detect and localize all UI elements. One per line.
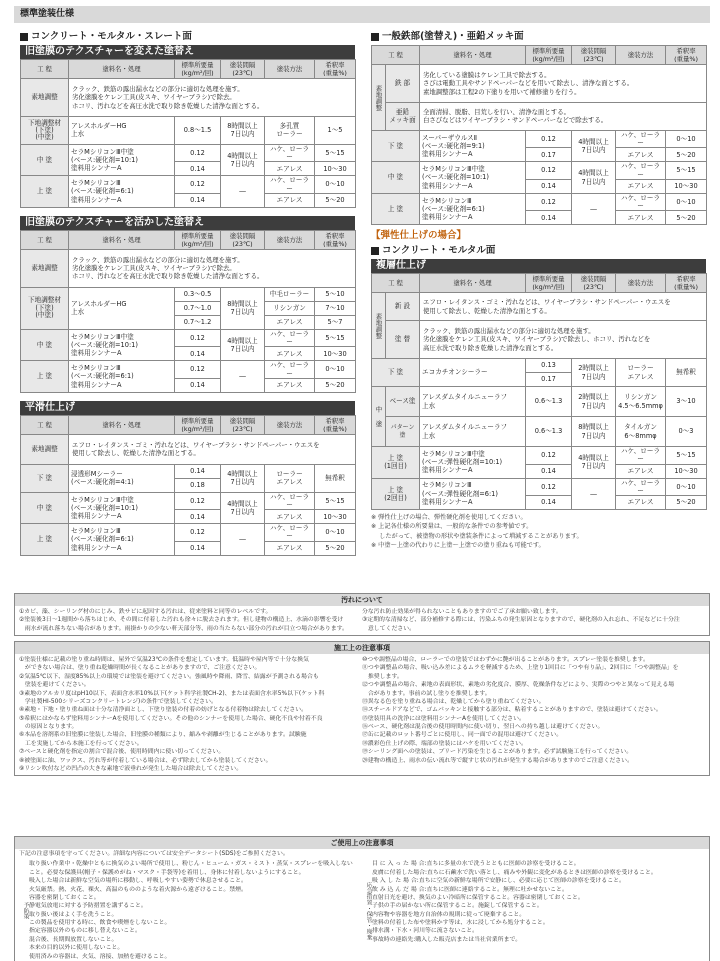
table-row: 中 塗 セラMシリコンⅢ中塗 (ベース:硬化剤=10:1) 塗料用シンナーA 0.12 4時間以上 7日以内 ハケ、ローラー 5～15 <box>21 492 356 509</box>
table-row: 0.18 <box>21 478 356 492</box>
table-row: 亜鉛 メッキ面 全面清掃、脱脂、目荒しを行い、清浄な面とする。 白さびなどはワイヤーブラシ・サンドペーパーなどで除去する。 <box>372 102 707 130</box>
band-texture-keep: 旧塗膜のテクスチャーを活かした塗替え <box>20 216 355 230</box>
header-amount: 標準所要量 (kg/m²/回) <box>175 59 221 78</box>
table-row: 下地調整材 (下塗) (中塗) アレスホルダーHG 上水 0.3～0.5 8時間以上 7日以内 中毛ローラー 5～10 <box>21 287 356 301</box>
spec-table-elastic <box>371 273 707 510</box>
table-row: パターン塗 アレスダムタイルニューラフ 上水 0.6～1.3 8時間以上 7日以内 タイルガン 6～8mmφ 0～3 <box>372 417 707 447</box>
section-title-elastic: コンクリート・モルタル面 <box>371 245 706 257</box>
construction-title: 施工上の注意事項 <box>15 642 709 654</box>
table-header-row: 工 程 塗料名・処理 標準所要量 (kg/m²/回) 塗装間隔 (23℃) 塗装方法 希釈率 (重量%) <box>372 274 707 293</box>
table-row: 0.14 エアレス 10～30 <box>21 162 356 176</box>
page-title-bar <box>14 6 710 23</box>
page-title: 標準塗装仕様 <box>20 8 75 19</box>
square-bullet-icon <box>371 33 379 41</box>
right-column <box>371 28 706 550</box>
handling-right-label: 応急措置・保管・廃棄 <box>365 881 371 940</box>
table-row: 上 塗 セラMシリコンⅢ (ベース:硬化剤=6:1) 塗料用シンナーA 0.12 ― ハケ、ローラー 0～10 <box>21 524 356 541</box>
table-row: 0.14 エアレス 5～20 <box>21 193 356 207</box>
table-row: 0.7～1.0 リシンガン 7～10 <box>21 301 356 315</box>
table-row: 上 塗 セラMシリコンⅢ (ベース:硬化剤=6:1) 塗料用シンナーA 0.12 ― ハケ、ローラー 0～10 <box>21 176 356 193</box>
construction-notes-box <box>14 641 710 776</box>
handling-notes-box <box>14 836 710 961</box>
construction-right: ⑩つや調整品の場合、ローラーでの塗装ではわずかに艶が出ることがあります。スプレー塗装を推奨します。 ⑪つや調整品の場合、吸い込み差によるムラを軽減するため、上塗り1回目に「つや有り品」、2回目に「つや調整品」を 推奨します。 ⑫つや調整品の場合、素地の表面形状、素地の劣化度合、膜厚、乾燥条件などにより、実際のつやと異なって見える場 合があります。事前の試し塗りを推奨します。 ⑬異なる色を塗り重ねる場合は、乾燥してから塗り重ねてください。 ⑭スチールドアなどで、ゴムパッキンと接触する部分は、粘着することがありますので、塗装は避けてください。 ⑮塗装用具の洗浄には塗料用シンナーAを使用してください。 ⑯ベース、硬化剤は混合後の使用時間内に使い切り、翌日への持ち越しは避けてください。 ⑰缶に記載のロット番号ごとに使用し、同一面での混用は避けてください。 ⑱濃彩色仕上げの際、端部の塗装にはハケを用いてください。 ⑲シーリング面への塗装は、ブリード汚染を生じることがあります。必ず試験施工を行ってください。 ⑳建物の構造上、雨水の伝い流れ等で縦すじ状の汚れが発生する場合がありますのでご注意ください。 <box>362 657 679 764</box>
square-bullet-icon <box>371 247 379 255</box>
table-row: 0.14 エアレス 5～20 <box>21 378 356 392</box>
table-header-row: 工 程 塗料名・処理 標準所要量 (kg/m²/回) 塗装間隔 (23℃) 塗装方法 希釈率 (重量%) <box>21 230 356 249</box>
table-row: 0.14 エアレス 5～20 <box>372 211 707 225</box>
table-row: 0.14 エアレス 10～30 <box>372 179 707 193</box>
handling-left-label: 予防策 <box>22 901 28 920</box>
table-row: 0.17 <box>372 373 707 387</box>
stain-notes-box <box>14 593 710 636</box>
table-header-row: 工 程 塗料名・処理 標準所要量 (kg/m²/回) 塗装間隔 (23℃) 塗装方法 希釈率 (重量%) <box>372 45 707 64</box>
table-row: 0.14 エアレス 5～20 <box>372 495 707 509</box>
table-row: 下 塗 スーパーザウルスⅡ (ベース:硬化剤=9:1) 塗料用シンナーA 0.12 4時間以上 7日以内 ハケ、ローラー 0～10 <box>372 130 707 147</box>
square-bullet-icon <box>20 33 28 41</box>
table-row: 0.14 エアレス 10～30 <box>372 464 707 478</box>
table-row: 0.14 エアレス 10～30 <box>21 510 356 524</box>
spec-table-texture-change <box>20 59 356 208</box>
table-row: 素地調整 クラック、鉄筋の露出漏水などの部分に適切な処理を施す。 劣化塗膜をケレン工具(皮スキ、ワイヤーブラシ)で除去。 ホコリ、汚れなどを高圧水洗で取り除き乾燥した清浄な面とする。 <box>21 78 356 116</box>
table-row: 中 塗 セラMシリコンⅢ中塗 (ベース:硬化剤=10:1) 塗料用シンナーA 0.12 4時間以上 7日以内 ハケ、ローラー 5～15 <box>21 329 356 346</box>
stain-right: 分な汚れ防止効果が得られないこともありますのでご了承お願い致します。 ③定期的な清掃など、部分補修する際には、汚染ふちの発生原因となりますので、硬化剤の入れ忘れ、不足などに十分注 意してください。 <box>362 609 680 632</box>
table-row: 0.14 エアレス 5～20 <box>21 541 356 555</box>
elastic-title: 【弾性仕上げの場合】 <box>371 230 467 242</box>
table-header-row: 工 程 塗料名・処理 標準所要量 (kg/m²/回) 塗装間隔 (23℃) 塗装方法 希釈率 (重量%) <box>21 415 356 434</box>
table-row: 0.14 エアレス 10～30 <box>21 347 356 361</box>
band-smooth: 平滑仕上げ <box>20 401 355 415</box>
stain-left: ①カビ、藻、シーリング材のにじみ、鉄サビに起因する汚れは、従来塗料と同等のレベルです。 ②塗装後3日～1週間から落ちはじめ、その間に付着した汚れも徐々に脱去されます。但し建物の構造上、水滴の影響を受け 雨水が流れ落ちない場合があります。雨掛かりの少ない軒天部分等、雨の当たらない部分の汚れが目立つ場合があります。 <box>19 609 348 632</box>
table-row: 0.17 エアレス 5～20 <box>372 148 707 162</box>
table-row: 塗 替 クラック、鉄筋の露出漏水などの部分に適切な処理を施す。 劣化塗膜をケレン工具(皮スキ、ワイヤーブラシ)で除去し、ホコリ、汚れなどを 高圧水洗で取り除き乾燥した清浄な面とする。 <box>372 321 707 359</box>
table-row: 素地調整 鉄 部 劣化している塗膜はケレン工具で除去する。 さびは電動工具やサンドペーパーなどを用いて除去し、清浄な面とする。 素地調整部は工程2の下塗りを用いて補修塗りを行う。 <box>372 64 707 102</box>
band-multilayer: 複層仕上げ <box>371 259 706 273</box>
table-row: 素地調整 クラック、鉄筋の露出漏水などの部分に適切な処理を施す。 劣化塗膜をケレン工具(皮スキ、ワイヤーブラシ)で除去。 ホコリ、汚れなどを高圧水洗で取り除き乾燥した清浄な面とする。 <box>21 249 356 287</box>
band-texture-change: 旧塗膜のテクスチャーを変えた塗替え <box>20 45 355 59</box>
table-row: 上 塗 セラMシリコンⅢ (ベース:硬化剤=6:1) 塗料用シンナーA 0.12 ― ハケ、ローラー 0～10 <box>21 361 356 378</box>
table-row: 上 塗 (2回目) セラMシリコンⅢ (ベース:弾性硬化剤=6:1) 塗料用シンナーA 0.12 ― ハケ、ローラー 0～10 <box>372 478 707 495</box>
handling-left: 取り扱い作業中・乾燥中ともに換気のよい場所で使用し、粉じん・ヒューム・ガス・ミスト・蒸気・スプレーを吸入しない こと。必要な保護具(帽子・保護めがね・マスク・手袋等)を着用し、身体に付着しないようにすること。 吸入した場合は新鮮な空気の場所に移動し、呼吸しやすい姿勢で休息させること。 火気厳禁。熱、火花、裸火、高温のもののような着火源から遠ざけること。禁煙。 容器を密閉しておくこと。 静電気放電に対する予防措置を講ずること。 取り扱い後はよく手を洗うこと。 この製品を使用する時に、飲食や喫煙をしないこと。 指定容器以外のものに移し替えないこと。 混合後、長期間放置しないこと。 本来の目的以外に使用しないこと。 使用済みの容器は、火気、溶接、加熱を避けること。 <box>29 861 353 960</box>
left-column <box>20 28 355 556</box>
header-interval: 塗装間隔 (23℃) <box>221 59 265 78</box>
table-header-row: 工 程 塗料名・処理 標準所要量 (kg/m²/回) 塗装間隔 (23℃) 塗装方法 希釈率 (重量%) <box>21 59 356 78</box>
elastic-notes: ※ 弾性仕上げの場合、弾性硬化剤を使用してください。 ※ 上記各仕様の所要量は、一般的な条件での参考値です。 したがって、被塗物の形状や塗装条件によって増減することがあります。 ※ 中塗～上塗の代わりに上塗～上塗での塗り重ねも可能です。 <box>371 513 583 549</box>
construction-left: ①塗装仕様に記載の塗り重ね時間は、屋外で気温23℃の条件を想定しています。低温時や屋内等で十分な換気 ができない場合は、塗り重ね乾燥時間が長くなることがありますので、ご注意ください。 ②気温5℃以下、湿度85%以上の環境では塗装を避けてください。強風時や降雨、降雪、結露が予測される場合も 塗装を避けてください。 ③素地のアルカリ度はpH10以下、表面含水率10%以下(ケット科学社製CH-2)、または表面含水率5%以下(ケット科 学社製HI-500シリーズコンクリートレンジ)の条件で塗装してください。 ④素地・下地・塗り重ね面は十分な清浄面とし、下塗り塗装の付着の妨げとなる付着物は除去してください。 ⑤希釈にはかならず塗料用シンナーAを使用してください。その他のシンナーを使用した場合、硬化不良や付着不良 の原因となります。 ⑥本品を溶剤系の旧塗膜に塗装した場合、旧塗膜の種類により、縮みや剥離が生じることがあります。試験施 工を実施してから本施工を行ってください。 ⑦ベースと硬化剤を指定の割合で混合後、使用時間内に使い切ってください。 ⑧被塗面に油、ワックス、汚れ等が付着している場合は、必ず除去してから塗装してください。 ⑨リシン吹付などの凹凸の大きな素地で液垂れが発生した場合は除去してください。 <box>19 657 325 772</box>
table-row: 上 塗 セラMシリコンⅢ (ベース:硬化剤=6:1) 塗料用シンナーA 0.12 ― ハケ、ローラー 0～10 <box>372 193 707 210</box>
handling-intro: 下記の注意事項を守ってください。詳細な内容については安全データシート(SDS)をご参照ください。 <box>19 851 289 857</box>
section-title-concrete: コンクリート・モルタル・スレート面 <box>20 31 355 43</box>
table-row: 0.7～1.2 エアレス 5～7 <box>21 315 356 329</box>
header-thinner: 希釈率 (重量%) <box>315 59 356 78</box>
handling-right: 目 に 入 っ た 場 合:直ちに多量の水で洗うとともに医師の診察を受けること。 皮膚に付着した場合:直ちに石鹸水で洗い落とし、痛みや外観に変化があるときは医師の診察を受けること。 吸 入 し た 場 合:直ちに空気の新鮮な場所で安静にし、必要に応じて医師の診察を受けること。 飲 み 込 ん だ 場 合:直ちに医師に連絡すること。無理に吐かせないこと。 直射日光を避け、換気のよい冷暗所に保管すること。容器は密閉しておくこと。 子供の手の届かない所に保管すること。施錠して保管すること。 内容物や容器を地方自治体の規則に従って廃棄すること。 塗料の付着した布や塗料かす等は、水に浸してから処分すること。 排水溝・下水・河川等に流さないこと。 事故時の連絡先:購入した販売店または当社営業所まで。 <box>372 861 657 943</box>
table-row: 下 塗 エコカチオンシーラー 0.13 2時間以上 7日以内 ローラー エアレス 無希釈 <box>372 359 707 373</box>
table-row: 素地調整 エフロ・レイタンス・ゴミ・汚れなどは、ワイヤーブラシ・サンドペーパー・ウエスを 使用して除去し、乾燥した清浄な面とする。 <box>21 434 356 464</box>
table-row: 中 塗 セラMシリコンⅢ中塗 (ベース:硬化剤=10:1) 塗料用シンナーA 0.12 4時間以上 7日以内 ハケ、ローラー 5～15 <box>372 162 707 179</box>
table-row: 中 塗 ベース塗 アレスダムタイルニューラフ 上水 0.6～1.3 2時間以上 7日以内 リシンガン 4.5～6.5mmφ 3～10 <box>372 387 707 417</box>
table-row: 中 塗 セラMシリコンⅢ中塗 (ベース:硬化剤=10:1) 塗料用シンナーA 0.12 4時間以上 7日以内 ハケ、ローラー 5～15 <box>21 144 356 161</box>
table-row: 素地調整 新 設 エフロ・レイタンス・ゴミ・汚れなどは、ワイヤーブラシ・サンドペーパー・ウエスを 使用して除去し、乾燥した清浄な面とする。 <box>372 293 707 321</box>
table-row: 上 塗 (1回目) セラMシリコンⅢ中塗 (ベース:弾性硬化剤=10:1) 塗料用シンナーA 0.12 4時間以上 7日以内 ハケ、ローラー 5～15 <box>372 447 707 464</box>
spec-table-texture-keep <box>20 230 356 393</box>
spec-table-steel <box>371 45 707 225</box>
table-row: 下 塗 浸透形Mシーラー (ベース:硬化剤=4:1) 0.14 4時間以上 7日以内 ローラー エアレス 無希釈 <box>21 464 356 478</box>
section-title-steel: 一般鉄部(塗替え)・亜鉛メッキ面 <box>371 31 706 43</box>
stain-title: 汚れについて <box>15 594 709 606</box>
table-row: 下地調整材 (下塗) (中塗) アレスホルダーHG 上水 0.8～1.5 8時間以上 7日以内 多孔質 ローラー 1～5 <box>21 116 356 144</box>
handling-title: ご使用上の注意事項 <box>15 837 709 849</box>
spec-table-smooth <box>20 415 356 556</box>
